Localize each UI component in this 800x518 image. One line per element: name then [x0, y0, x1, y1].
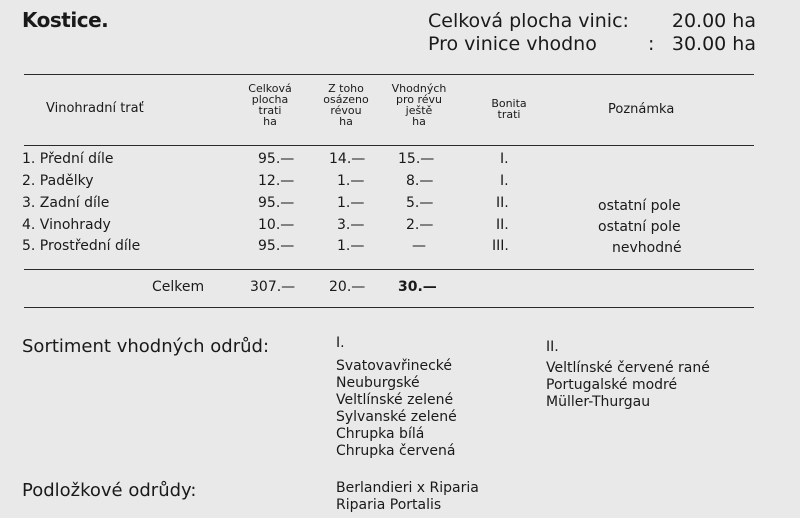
total-area: 307.— — [250, 279, 296, 295]
list-item: Svatovavřinecké — [336, 358, 453, 374]
col-header-total: Celková plocha trati ha — [248, 82, 292, 128]
suitable-area-separator: : — [648, 33, 655, 55]
col-header-note: Poznámka — [608, 102, 675, 117]
row-total: 10.— — [258, 217, 295, 233]
row-bonita: II. — [496, 217, 509, 233]
row-suitable: — — [412, 238, 426, 254]
row-suitable: 5.— — [406, 195, 434, 211]
list-item: Sylvanské zelené — [336, 409, 457, 425]
header-bottom-rule — [24, 145, 754, 146]
list-item: Chrupka červená — [336, 443, 456, 459]
row-name: 3. Zadní díle — [22, 195, 110, 211]
list-item: Chrupka bílá — [336, 426, 425, 442]
row-note: ostatní pole — [598, 219, 681, 235]
row-total: 95.— — [258, 151, 295, 167]
list-item: Neuburgské — [336, 375, 420, 391]
rootstock-list — [336, 480, 479, 514]
list-item: Veltlínské červené rané — [546, 360, 710, 376]
row-name: 2. Padělky — [22, 173, 94, 189]
group2-list — [546, 360, 710, 411]
row-planted: 3.— — [337, 217, 365, 233]
col-header-bonita: Bonita trati — [491, 97, 527, 121]
sortiment-label: Sortiment vhodných odrůd: — [22, 336, 270, 357]
row-name: 5. Prostřední díle — [22, 238, 141, 254]
total-top-rule — [24, 269, 754, 270]
row-suitable: 15.— — [398, 151, 435, 167]
col-header-suitable: Vhodných pro révu ještě ha — [391, 82, 447, 128]
page-title: Kostice. — [22, 8, 109, 32]
row-note: ostatní pole — [598, 198, 681, 214]
row-suitable: 8.— — [406, 173, 434, 189]
suitable-area-label: Pro vinice vhodno — [428, 33, 597, 55]
row-total: 12.— — [258, 173, 295, 189]
suitable-area-value: 30.00 ha — [671, 33, 756, 55]
list-item: Veltlínské zelené — [336, 392, 454, 408]
total-planted: 20.— — [329, 279, 366, 295]
row-total: 95.— — [258, 238, 295, 254]
table-bottom-rule — [24, 307, 754, 308]
row-bonita: I. — [500, 173, 509, 189]
list-item: Müller-Thurgau — [546, 394, 651, 410]
table-top-rule — [24, 74, 754, 75]
col-header-planted: Z toho osázeno révou ha — [323, 82, 369, 128]
row-name: 1. Přední díle — [22, 151, 114, 167]
row-note: nevhodné — [612, 240, 682, 256]
row-bonita: I. — [500, 151, 509, 167]
row-total: 95.— — [258, 195, 295, 211]
total-area-label: Celková plocha vinic: — [428, 10, 629, 32]
row-bonita: II. — [496, 195, 509, 211]
row-name: 4. Vinohrady — [22, 217, 111, 233]
group1-heading: I. — [336, 335, 345, 351]
total-label: Celkem — [152, 279, 205, 295]
col-header-name: Vinohradní trať — [46, 101, 144, 116]
list-item: Riparia Portalis — [336, 497, 442, 513]
row-planted: 1.— — [337, 195, 365, 211]
group1-list — [336, 358, 457, 460]
group2-heading: II. — [546, 339, 559, 355]
row-suitable: 2.— — [406, 217, 434, 233]
total-area-value: 20.00 ha — [671, 10, 756, 32]
rootstock-label: Podložkové odrůdy: — [22, 480, 197, 501]
list-item: Berlandieri x Riparia — [336, 480, 479, 496]
row-planted: 14.— — [329, 151, 366, 167]
total-suitable: 30.— — [398, 279, 437, 295]
row-planted: 1.— — [337, 173, 365, 189]
row-bonita: III. — [492, 238, 509, 254]
list-item: Portugalské modré — [546, 377, 678, 393]
row-planted: 1.— — [337, 238, 365, 254]
